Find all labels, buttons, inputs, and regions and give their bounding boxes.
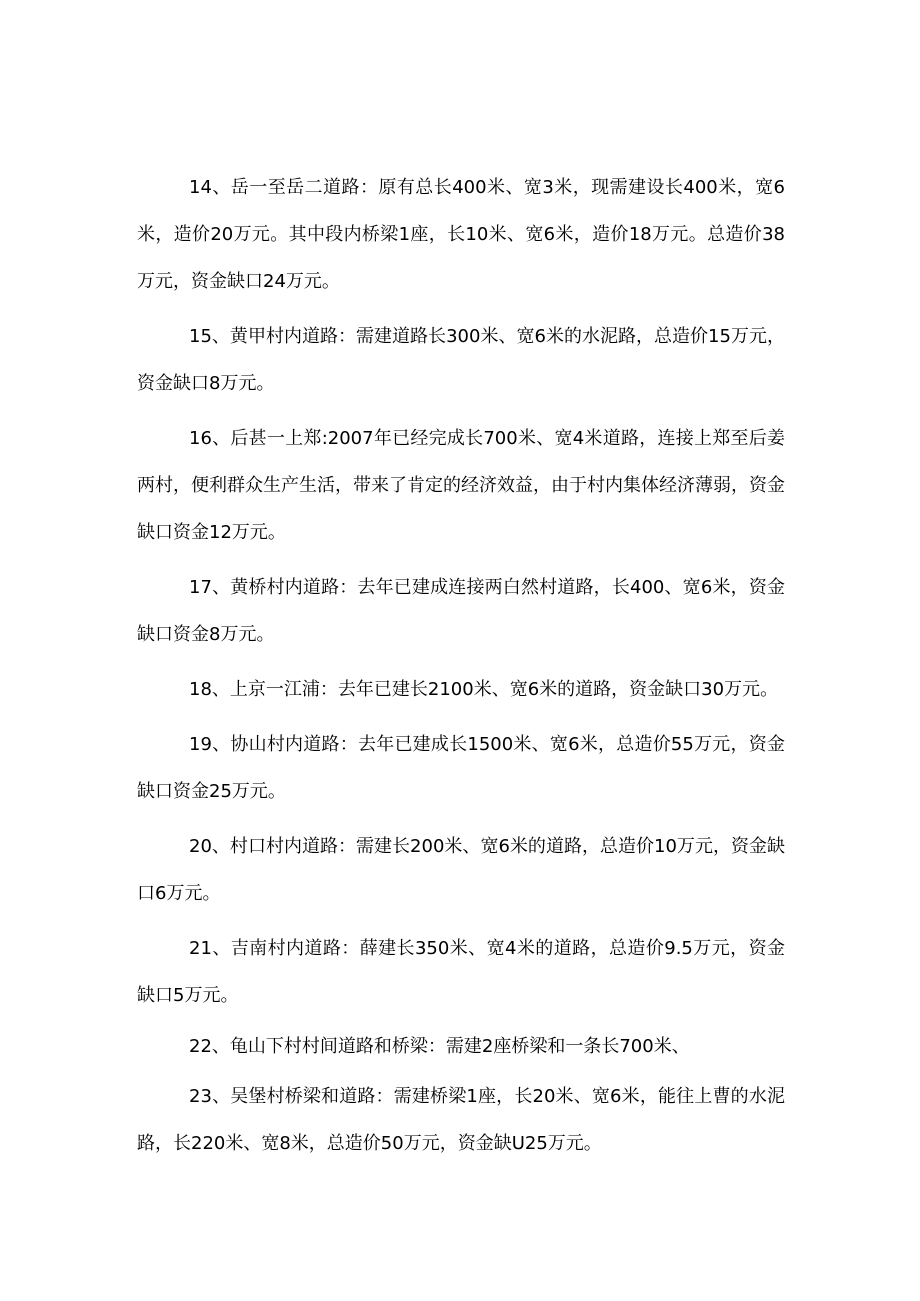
- paragraph-item-22: 22、龟山下村村间道路和桥梁：需建2座桥梁和一条长700米、: [189, 1036, 690, 1057]
- paragraph-item-23: 23、吴堡村桥梁和道路：需建桥梁1座，长20米、宽6米，能往上曹的水泥路，长220米、宽8米，总造价50万元，资金缺U25万元。: [137, 1086, 785, 1154]
- paragraph-item-17: 17、黄桥村内道路：去年已建成连接两白然村道路，长400、宽6米，资金缺口资金8万元。: [137, 577, 785, 645]
- paragraph-item-19: 19、协山村内道路：去年已建成长1500米、宽6米，总造价55万元，资金缺口资金25万元。: [137, 734, 785, 802]
- paragraph-item-14: 14、岳一至岳二道路：原有总长400米、宽3米，现需建设长400米，宽6米，造价20万元。其中段内桥梁1座，长10米、宽6米，造价18万元。总造价38万元，资金缺口24万元。: [137, 177, 785, 292]
- paragraph-item-18: 18、上京一江浦：去年已建长2100米、宽6米的道路，资金缺口30万元。: [189, 679, 779, 700]
- paragraph-item-21: 21、吉南村内道路：薛建长350米、宽4米的道路，总造价9.5万元，资金缺口5万元。: [137, 938, 785, 1006]
- paragraph-item-15: 15、黄甲村内道路：需建道路长300米、宽6米的水泥路，总造价15万元，资金缺口8万元。: [137, 326, 785, 394]
- paragraph-item-20: 20、村口村内道路：需建长200米、宽6米的道路，总造价10万元，资金缺口6万元。: [137, 836, 785, 904]
- paragraph-item-16: 16、后甚一上郑:2007年已经完成长700米、宽4米道路，连接上郑至后姜两村，便利群众生产生活，带来了肯定的经济效益，由于村内集体经济薄弱，资金缺口资金12万元。: [137, 428, 785, 543]
- document-body: [137, 164, 785, 1175]
